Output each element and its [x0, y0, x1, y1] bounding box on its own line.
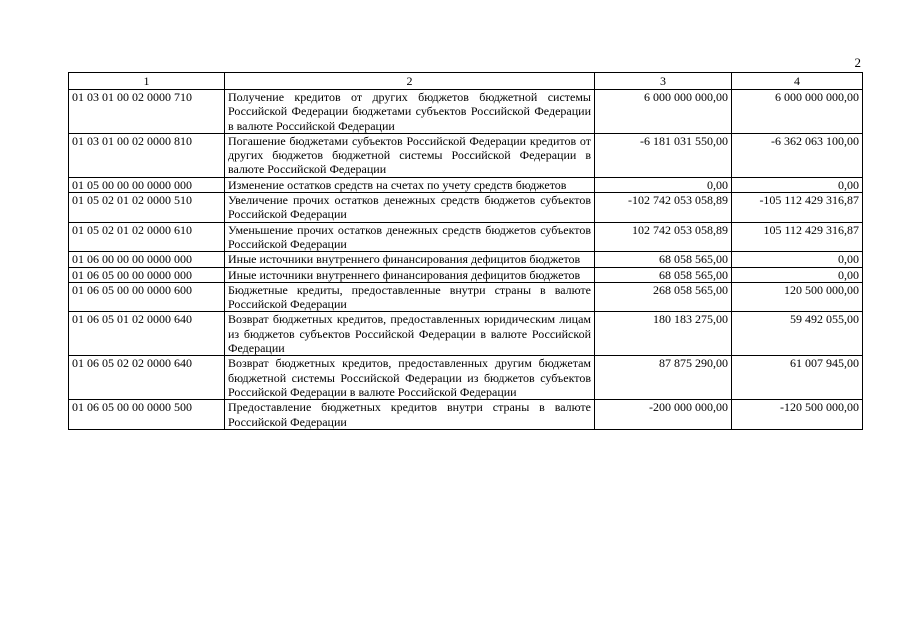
row-value-col4: -6 362 063 100,00: [732, 133, 863, 177]
column-header-2: 2: [225, 73, 595, 90]
row-name: Погашение бюджетами субъектов Российской Федерации кредитов от других бюджетов бюджетной системы Российской Федерации в валюте Российской Федерации: [225, 133, 595, 177]
row-value-col3: 68 058 565,00: [595, 252, 732, 267]
row-name: Получение кредитов от других бюджетов бюджетной системы Российской Федерации бюджетами субъектов Российской Федерации в валюте Российской Федерации: [225, 90, 595, 134]
row-value-col3: 102 742 053 058,89: [595, 222, 732, 252]
table-row: [69, 252, 863, 267]
row-value-col4: 0,00: [732, 252, 863, 267]
row-value-col4: -120 500 000,00: [732, 400, 863, 430]
table-header-row: [69, 73, 863, 90]
row-name: Бюджетные кредиты, предоставленные внутри страны в валюте Российской Федерации: [225, 282, 595, 312]
row-value-col3: 180 183 275,00: [595, 312, 732, 356]
row-value-col3: -200 000 000,00: [595, 400, 732, 430]
row-code: 01 06 05 02 02 0000 640: [69, 356, 225, 400]
row-value-col3: 6 000 000 000,00: [595, 90, 732, 134]
table-row: [69, 267, 863, 282]
row-code: 01 05 00 00 00 0000 000: [69, 177, 225, 192]
row-code: 01 03 01 00 02 0000 810: [69, 133, 225, 177]
table-row: [69, 177, 863, 192]
row-name: Изменение остатков средств на счетах по учету средств бюджетов: [225, 177, 595, 192]
row-name: Возврат бюджетных кредитов, предоставленных юридическим лицам из бюджетов субъектов Российской Федерации в валюте Российской Федерации: [225, 312, 595, 356]
table-row: [69, 400, 863, 430]
row-name: Иные источники внутреннего финансирования дефицитов бюджетов: [225, 267, 595, 282]
row-code: 01 05 02 01 02 0000 510: [69, 193, 225, 223]
row-code: 01 05 02 01 02 0000 610: [69, 222, 225, 252]
column-header-1: 1: [69, 73, 225, 90]
table-row: [69, 356, 863, 400]
row-code: 01 06 05 01 02 0000 640: [69, 312, 225, 356]
row-value-col3: -6 181 031 550,00: [595, 133, 732, 177]
row-value-col4: 0,00: [732, 177, 863, 192]
column-header-3: 3: [595, 73, 732, 90]
row-name: Уменьшение прочих остатков денежных средств бюджетов субъектов Российской Федерации: [225, 222, 595, 252]
row-value-col4: 6 000 000 000,00: [732, 90, 863, 134]
row-name: Увеличение прочих остатков денежных средств бюджетов субъектов Российской Федерации: [225, 193, 595, 223]
table-row: [69, 282, 863, 312]
table-row: [69, 193, 863, 223]
table-row: [69, 312, 863, 356]
column-header-4: 4: [732, 73, 863, 90]
row-value-col4: 120 500 000,00: [732, 282, 863, 312]
table-row: [69, 133, 863, 177]
row-code: 01 06 00 00 00 0000 000: [69, 252, 225, 267]
row-value-col4: 61 007 945,00: [732, 356, 863, 400]
row-value-col4: 105 112 429 316,87: [732, 222, 863, 252]
row-name: Возврат бюджетных кредитов, предоставленных другим бюджетам бюджетной системы Российской Федерации из бюджетов субъектов Российской Федерации в валюте Российской Федерации: [225, 356, 595, 400]
row-value-col3: 68 058 565,00: [595, 267, 732, 282]
row-value-col4: 0,00: [732, 267, 863, 282]
row-name: Иные источники внутреннего финансирования дефицитов бюджетов: [225, 252, 595, 267]
budget-sources-table: [68, 72, 863, 430]
row-code: 01 06 05 00 00 0000 500: [69, 400, 225, 430]
row-value-col4: 59 492 055,00: [732, 312, 863, 356]
row-code: 01 03 01 00 02 0000 710: [69, 90, 225, 134]
row-value-col3: 0,00: [595, 177, 732, 192]
row-value-col3: 268 058 565,00: [595, 282, 732, 312]
page-number: 2: [854, 55, 861, 70]
row-name: Предоставление бюджетных кредитов внутри страны в валюте Российской Федерации: [225, 400, 595, 430]
row-value-col3: 87 875 290,00: [595, 356, 732, 400]
table-row: [69, 90, 863, 134]
row-code: 01 06 05 00 00 0000 000: [69, 267, 225, 282]
row-value-col4: -105 112 429 316,87: [732, 193, 863, 223]
table-row: [69, 222, 863, 252]
row-code: 01 06 05 00 00 0000 600: [69, 282, 225, 312]
row-value-col3: -102 742 053 058,89: [595, 193, 732, 223]
